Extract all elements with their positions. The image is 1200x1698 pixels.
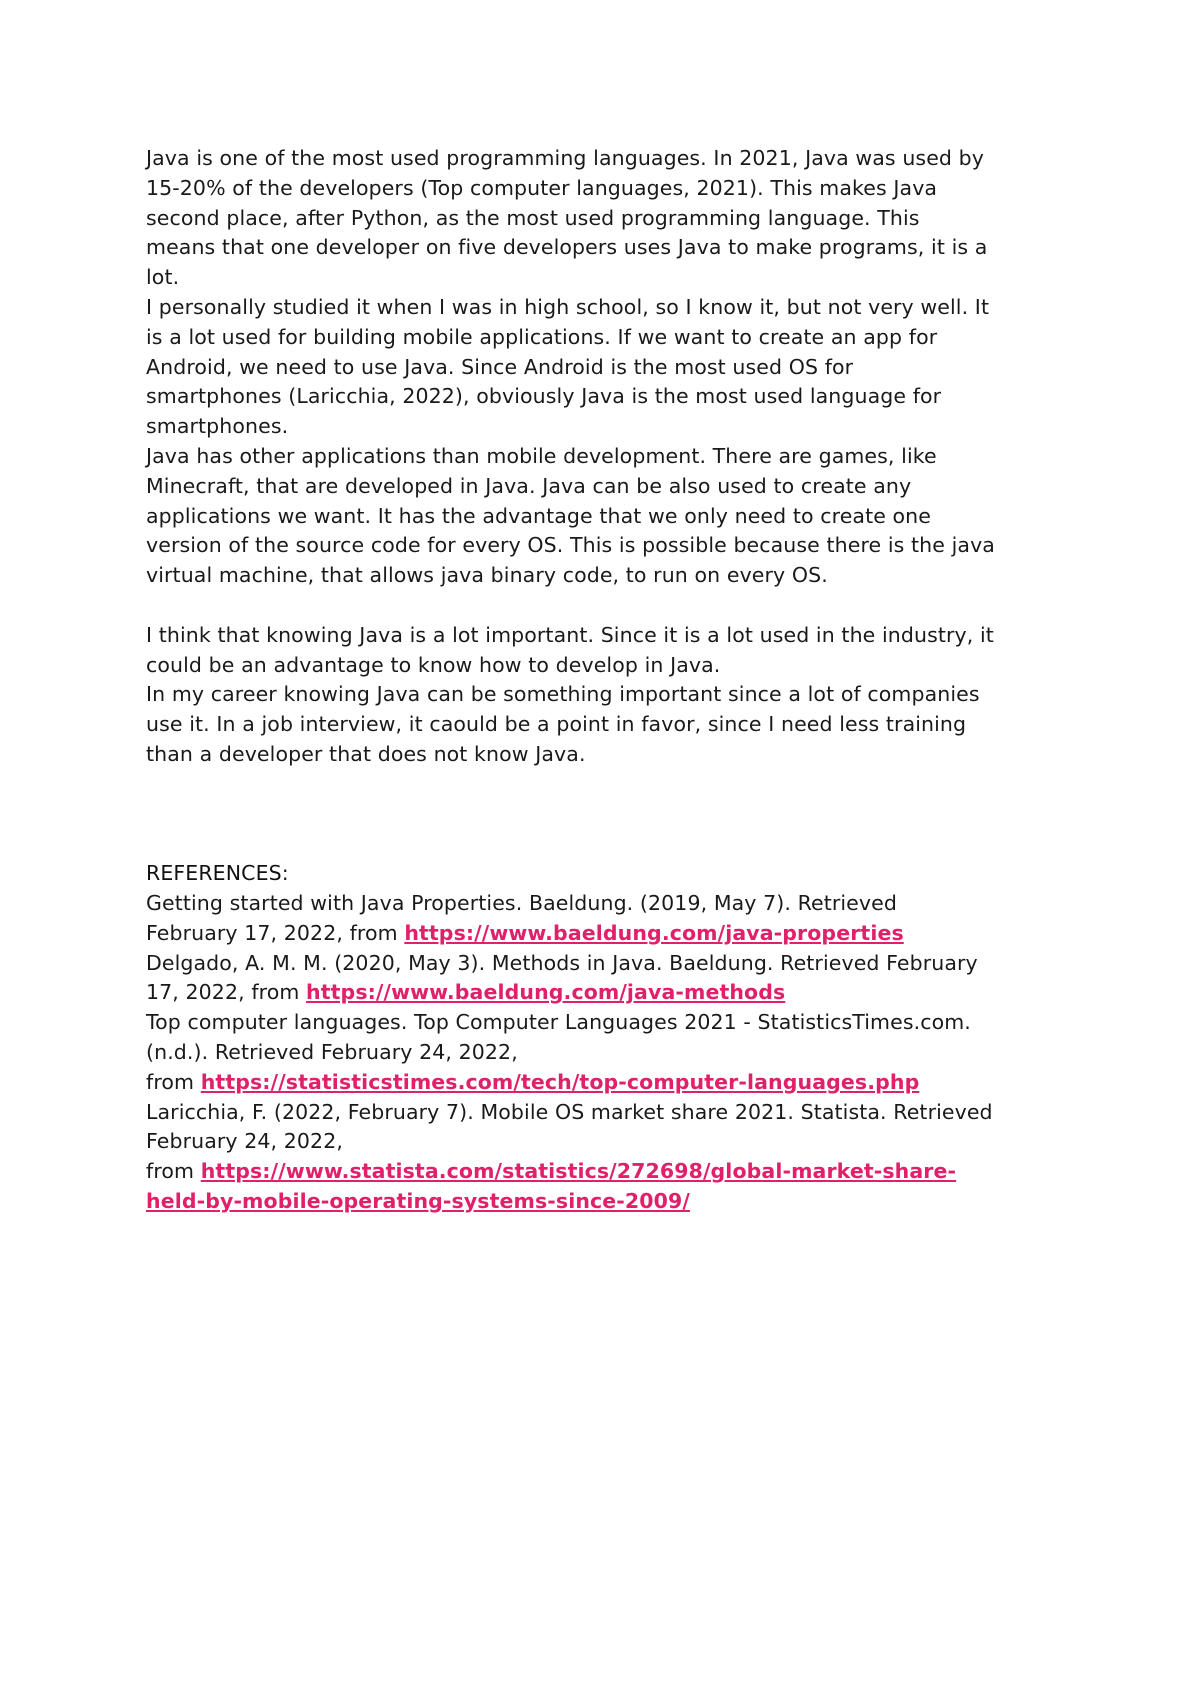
body-line: use it. In a job interview, it caould be a point in favor, since I need less training (146, 712, 967, 737)
reference-3-link[interactable]: https://statisticstimes.com/tech/top-computer-languages.php (200, 1069, 920, 1094)
reference-3-line-3 (146, 1068, 1066, 1098)
paragraph-spacer (146, 591, 1066, 621)
reference-1-line-2 (146, 919, 1066, 949)
body-line: version of the source code for every OS. This is possible because there is the java (146, 533, 995, 558)
reference-4-line-2: February 24, 2022, (146, 1129, 343, 1154)
reference-4-link-part-2[interactable]: held-by-mobile-operating-systems-since-2009/ (146, 1188, 690, 1213)
reference-4-line-4 (146, 1187, 1066, 1217)
reference-3-line-2: (n.d.). Retrieved February 24, 2022, (146, 1039, 518, 1064)
body-line: applications we want. It has the advantage that we only need to create one (146, 503, 931, 528)
reference-2-line-1: Delgado, A. M. M. (2020, May 3). Methods in Java. Baeldung. Retrieved February (146, 950, 978, 975)
body-line: virtual machine, that allows java binary code, to run on every OS. (146, 563, 828, 588)
reference-1-line-1: Getting started with Java Properties. Baeldung. (2019, May 7). Retrieved (146, 890, 897, 915)
body-line: smartphones (Laricchia, 2022), obviously Java is the most used language for (146, 384, 942, 409)
reference-4-line-1: Laricchia, F. (2022, February 7). Mobile OS market share 2021. Statista. Retrieved (146, 1099, 993, 1124)
body-line: second place, after Python, as the most used programming language. This (146, 205, 920, 230)
body-line: smartphones. (146, 414, 289, 439)
body-line: Java has other applications than mobile development. There are games, like (146, 443, 937, 468)
reference-1-link[interactable]: https://www.baeldung.com/java-properties (404, 920, 904, 945)
references-colon: : (281, 861, 289, 886)
body-line: I think that knowing Java is a lot important. Since it is a lot used in the industry, it (146, 622, 994, 647)
reference-4-line-3 (146, 1157, 1066, 1187)
reference-2-link[interactable]: https://www.baeldung.com/java-methods (306, 980, 786, 1005)
body-line: I personally studied it when I was in high school, so I know it, but not very well. It (146, 294, 990, 319)
body-line: means that one developer on five developers uses Java to make programs, it is a (146, 235, 988, 260)
reference-2-prefix: 17, 2022, from (146, 980, 307, 1005)
references-spacer (146, 770, 1066, 859)
references-heading-line (146, 859, 1066, 889)
body-line: could be an advantage to know how to develop in Java. (146, 652, 721, 677)
references-section (146, 859, 1066, 1217)
reference-3-line-1: Top computer languages. Top Computer Languages 2021 - StatisticsTimes.com. (146, 1010, 971, 1035)
reference-4-link-part-1[interactable]: https://www.statista.com/statistics/272698/global-market-share- (200, 1159, 957, 1184)
document-page (146, 144, 1066, 1217)
body-line: than a developer that does not know Java. (146, 741, 586, 766)
body-line: 15-20% of the developers (Top computer languages, 2021). This makes Java (146, 175, 938, 200)
reference-4-prefix: from (146, 1159, 201, 1184)
reference-3-prefix: from (146, 1069, 201, 1094)
body-line: Java is one of the most used programming languages. In 2021, Java was used by (146, 146, 984, 170)
body-line: lot. (146, 265, 180, 290)
body-line: Android, we need to use Java. Since Android is the most used OS for (146, 354, 854, 379)
body-paragraphs-1 (146, 144, 1066, 591)
reference-1-prefix: February 17, 2022, from (146, 920, 405, 945)
body-paragraphs-2 (146, 621, 1066, 770)
reference-2-line-2 (146, 978, 1066, 1008)
body-line: In my career knowing Java can be something important since a lot of companies (146, 682, 980, 707)
references-heading: REFERENCES (146, 861, 282, 886)
body-line: is a lot used for building mobile applications. If we want to create an app for (146, 324, 938, 349)
body-line: Minecraft, that are developed in Java. Java can be also used to create any (146, 473, 912, 498)
